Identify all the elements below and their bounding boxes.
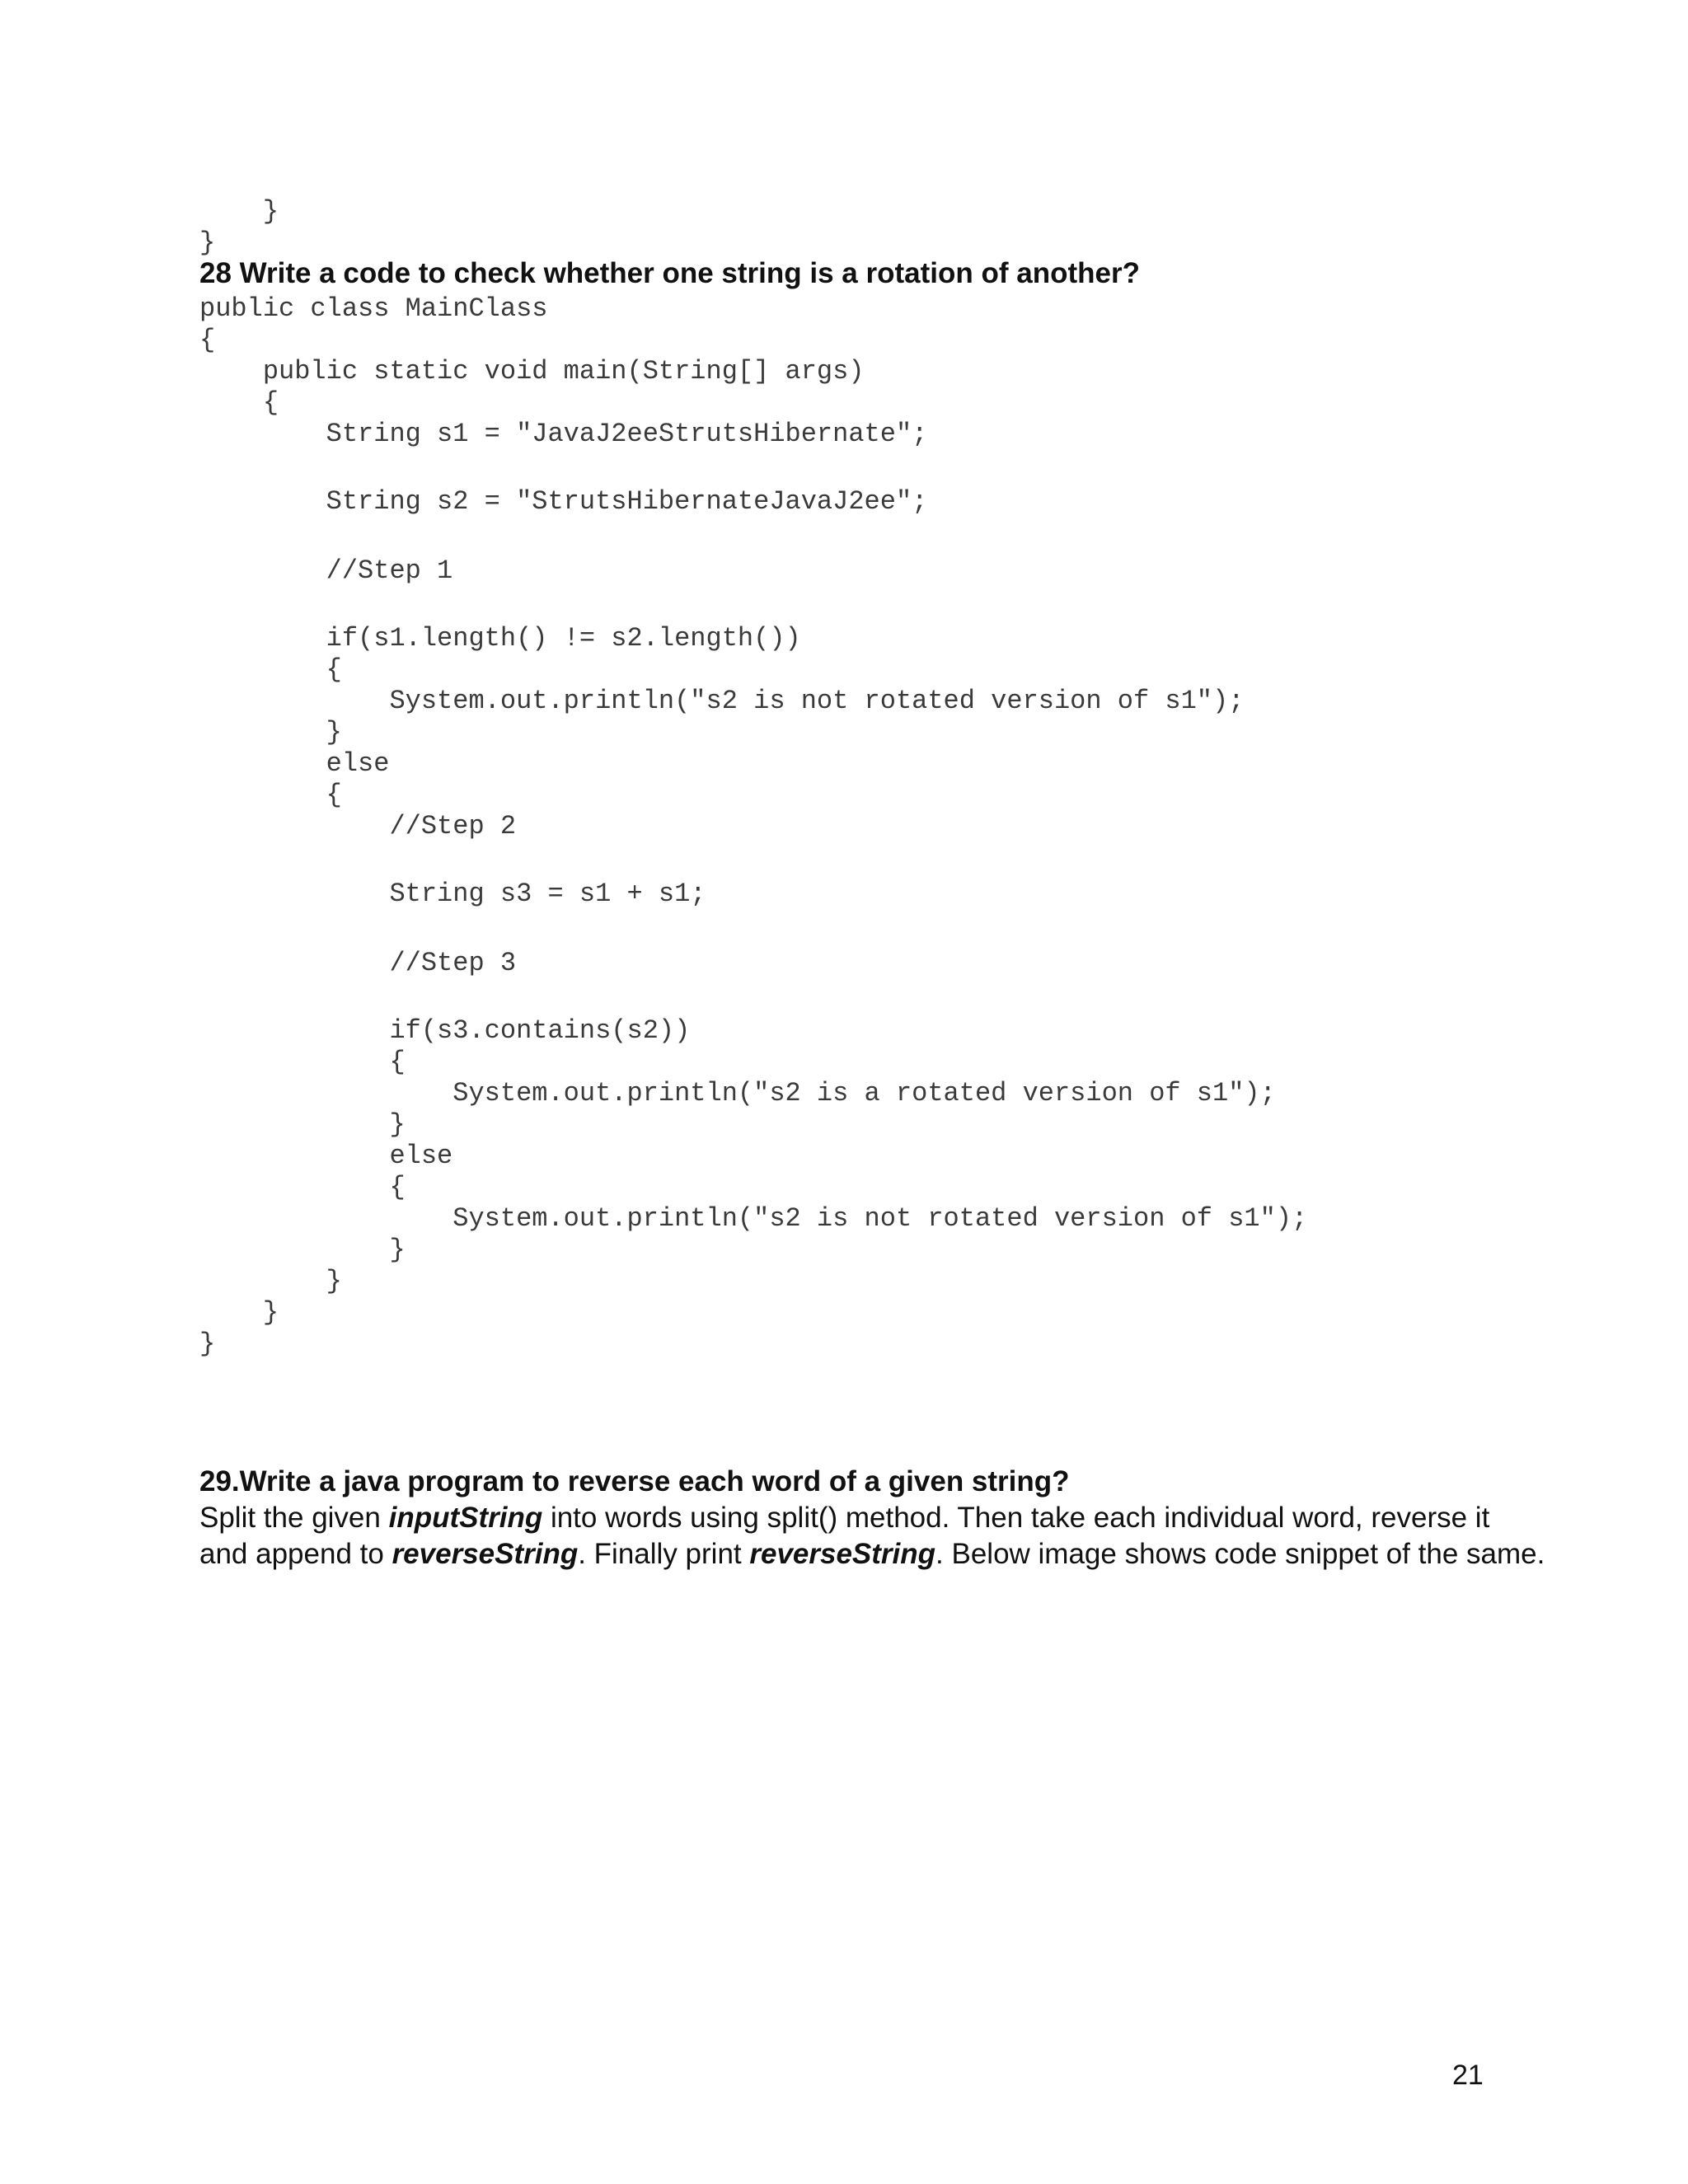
code-line: //Step 1: [199, 555, 453, 586]
inline-code-term: reverseString: [749, 1538, 936, 1570]
code-line: String s1 = "JavaJ2eeStrutsHibernate";: [199, 419, 928, 449]
code-line: System.out.println("s2 is not rotated version of s1");: [199, 686, 1245, 716]
code-line: }: [199, 1329, 216, 1359]
code-line: public static void main(String[] args): [199, 356, 865, 387]
question-29-heading: 29.Write a java program to reverse each word of a given string?: [199, 1465, 1070, 1497]
code-line: }: [199, 1297, 279, 1328]
code-line: if(s1.length() != s2.length()): [199, 623, 801, 654]
code-line: }: [199, 1109, 406, 1140]
code-line: String s3 = s1 + s1;: [199, 879, 706, 909]
code-line: System.out.println("s2 is not rotated version of s1");: [199, 1203, 1308, 1234]
text-span: into words using split() method. Then take each individual word, reverse it: [542, 1502, 1490, 1534]
code-line: else: [199, 1141, 453, 1171]
code-line: {: [199, 780, 342, 810]
code-line: if(s3.contains(s2)): [199, 1015, 691, 1046]
code-line: //Step 2: [199, 811, 517, 841]
question-29-paragraph-line-1: [199, 1500, 1489, 1536]
text-span: Split the given: [199, 1502, 389, 1534]
inline-code-term: reverseString: [392, 1538, 579, 1570]
code-line: String s2 = "StrutsHibernateJavaJ2ee";: [199, 486, 928, 517]
code-line: {: [199, 387, 279, 418]
code-line: }: [199, 196, 279, 227]
code-line: //Step 3: [199, 948, 517, 978]
code-line: }: [199, 227, 216, 258]
code-line: System.out.println("s2 is a rotated version of s1");: [199, 1078, 1276, 1108]
code-line: else: [199, 748, 390, 779]
text-span: . Below image shows code snippet of the same.: [935, 1538, 1545, 1570]
code-line: {: [199, 325, 216, 355]
code-line: {: [199, 654, 342, 685]
code-line: public class MainClass: [199, 293, 548, 324]
code-line: }: [199, 1235, 406, 1265]
code-line: {: [199, 1172, 406, 1202]
question-29-paragraph-line-2: [199, 1536, 1545, 1572]
question-28-heading: 28 Write a code to check whether one string is a rotation of another?: [199, 257, 1140, 289]
page-number: 21: [1452, 2060, 1484, 2091]
code-line: }: [199, 1266, 342, 1296]
text-span: . Finally print: [578, 1538, 750, 1570]
code-line: }: [199, 717, 342, 748]
code-line: {: [199, 1047, 406, 1077]
text-span: and append to: [199, 1538, 392, 1570]
inline-code-term: inputString: [388, 1502, 543, 1534]
